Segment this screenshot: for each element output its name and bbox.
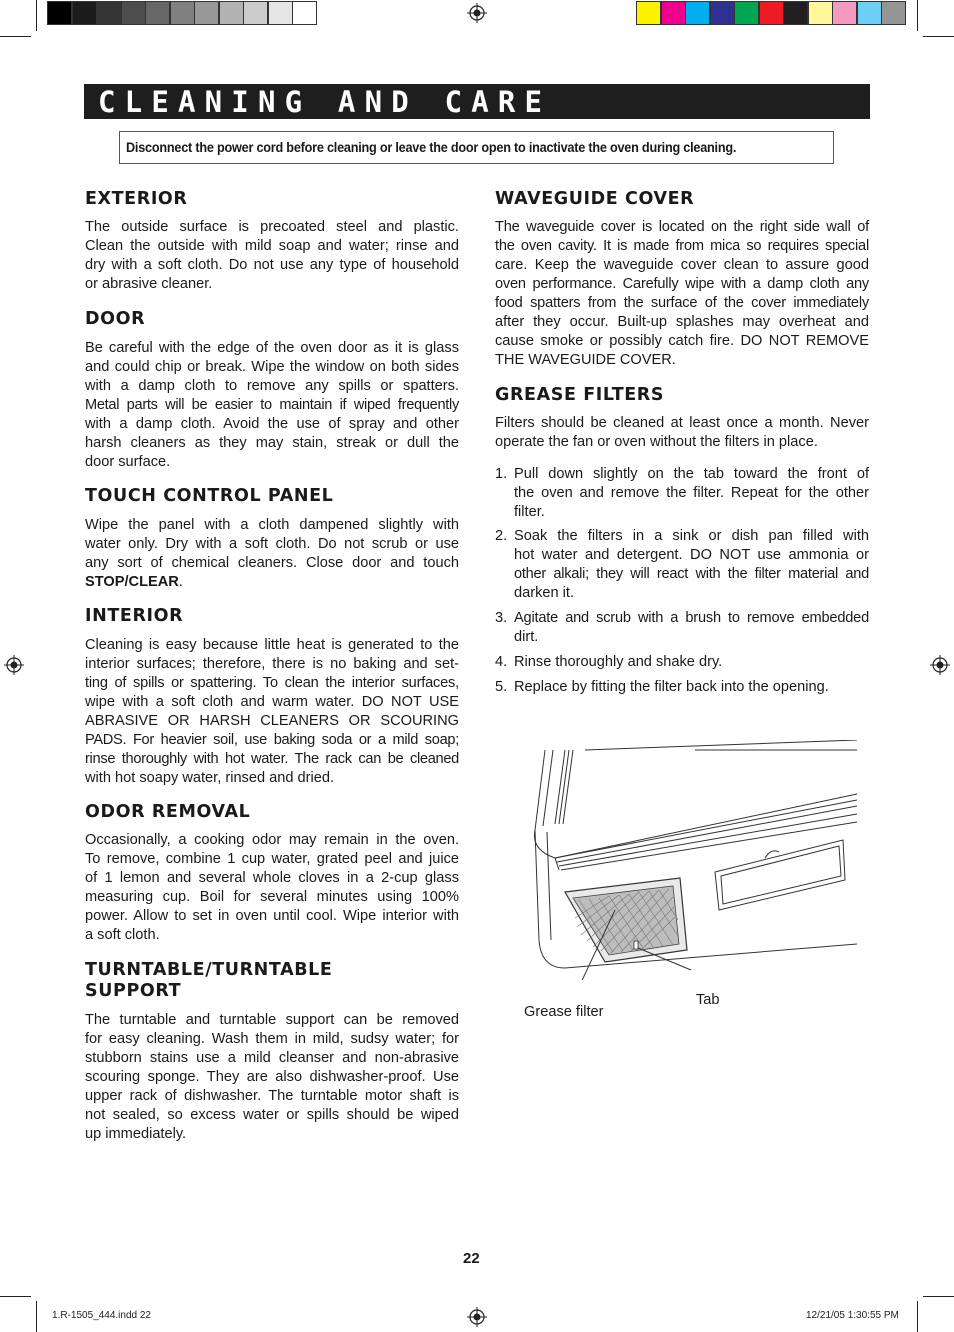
color-swatch [637,2,660,24]
text-line: scouring sponge. They are also dishwasher-proof. Use [85,1069,459,1085]
heading-turntable: TURNTABLE/TURNTABLE SUPPORT [85,960,333,1001]
color-swatch [293,2,316,24]
page-title: CLEANING AND CARE [98,85,552,119]
text-line: for easy cleaning. Wash them in mild, sudsy water; for [85,1031,459,1047]
text-line: Be careful with the edge of the oven door as it is glass [85,340,459,356]
color-swatch [686,2,709,24]
color-swatch [662,2,685,24]
text-line: of 1 lemon and several whole cloves in a 2-cup glass [85,870,459,886]
list-item: 3. Agitate and scrub with a brush to remove embedded dirt. [495,610,869,645]
text-line: THE WAVEGUIDE COVER. [495,352,676,368]
body-exterior [85,218,459,294]
text-line: upper rack of dishwasher. The turntable motor shaft is [85,1088,459,1104]
text-line: power. Allow to set in oven until cool. Wipe interior with [85,908,459,924]
text-line: dry with a soft cloth. Do not use any type of household [85,257,459,273]
color-swatch [171,2,194,24]
text-line: food spatters from the surface of the cover immediately [495,295,869,311]
text-line: the oven cavity. It is made from mica so requires special [495,238,869,254]
text-line: with hot soapy water, rinsed and dried. [85,770,335,786]
body-touch-control-panel [85,516,459,592]
color-swatch [833,2,856,24]
registration-mark-icon [930,655,950,675]
color-swatch [97,2,120,24]
figure-label-grease-filter: Grease filter [524,1004,604,1020]
heading-touch-control-panel: TOUCH CONTROL PANEL [85,486,334,506]
heading-odor-removal: ODOR REMOVAL [85,802,251,822]
text-line: oven performance. Carefully wipe with a damp cloth any [495,276,869,292]
page-number: 22 [463,1250,480,1267]
grease-filter-illustration [495,740,865,980]
text-line: a soft cloth. [85,927,160,943]
text-line: Wipe the panel with a cloth dampened slightly with [85,517,459,533]
text-line: ting of spills or spattering. To clean the interior surfaces, [85,675,459,691]
text-line: The turntable and turntable support can be removed [85,1012,459,1028]
color-swatch [73,2,96,24]
text-line: and could chip or break. Wipe the window on both sides [85,359,459,375]
color-swatch [784,2,807,24]
text-line: To remove, combine 1 cup water, grated peel and juice [85,851,459,867]
text-line: door surface. [85,454,171,470]
heading-grease-filters: GREASE FILTERS [495,385,665,405]
text-line: up immediately. [85,1126,187,1142]
heading-exterior: EXTERIOR [85,189,188,209]
color-swatch [760,2,783,24]
text-line: after they occur. Built-up splashes may overheat and [495,314,869,330]
body-interior [85,636,459,788]
registration-mark-icon [467,3,487,23]
text-line: care. Keep the waveguide cover clean to assure good [495,257,869,273]
text-line: The waveguide cover is located on the right side wall of [495,219,869,235]
registration-mark-icon [467,1307,487,1327]
text-line: stubborn stains use a mild cleanser and non-abrasive [85,1050,459,1066]
text-line: operate the fan or oven without the filters in place. [495,434,818,450]
text-line: Clean the outside with mild soap and water; rinse and [85,238,459,254]
text-line: measuring cup. Boil for several minutes using 100% [85,889,459,905]
text-line: cause smoke or possibly catch fire. DO NOT REMOVE [495,333,869,349]
heading-waveguide-cover: WAVEGUIDE COVER [495,189,695,209]
body-waveguide-cover [495,218,869,370]
text-line: with a damp cloth. Avoid the use of spray and other [85,416,459,432]
list-item: 5. Replace by fitting the filter back into the opening. [495,679,829,695]
footer-timestamp: 12/21/05 1:30:55 PM [806,1310,899,1321]
text-line: Cleaning is easy because little heat is generated to the [85,637,459,653]
text-line: or abrasive cleaner. [85,276,213,292]
text-line: Occasionally, a cooking odor may remain in the oven. [85,832,459,848]
heading-door: DOOR [85,309,146,329]
text-line: interior surfaces; therefore, there is no baking and set- [85,656,459,672]
text-line: The outside surface is precoated steel and plastic. [85,219,459,235]
color-swatch [711,2,734,24]
text-line: wipe with a soft cloth and warm water. DO NOT USE [85,694,459,710]
body-door [85,339,459,472]
color-swatch [735,2,758,24]
body-turntable [85,1011,459,1144]
color-swatch [122,2,145,24]
text-line: ABRASIVE OR HARSH CLEANERS OR SCOURING [85,713,459,729]
heading-interior: INTERIOR [85,606,184,626]
color-swatch [220,2,243,24]
body-grease-filters [495,414,869,452]
color-swatch [146,2,169,24]
text-line: Filters should be cleaned at least once a month. Never [495,415,869,431]
color-swatch [809,2,832,24]
text-line: any sort of chemical cleaners. Close door and touch [85,555,459,571]
color-swatch [882,2,905,24]
figure-label-tab: Tab [696,992,720,1008]
color-swatch [244,2,267,24]
color-swatch [269,2,292,24]
color-swatch [195,2,218,24]
warning-text: Disconnect the power cord before cleaning or leave the door open to inactivate the oven during cleaning. [126,140,737,155]
text-line: harsh cleaners as they may stain, streak or dull the [85,435,459,451]
text-line: PADS. For heavier soil, use baking soda or a mild soap; [85,732,459,748]
body-odor-removal [85,831,459,945]
text-line: STOP/CLEAR. [85,574,183,590]
list-item: 4. Rinse thoroughly and shake dry. [495,654,723,670]
color-swatch [48,2,71,24]
text-line: rinse thoroughly with hot water. The rack can be cleaned [85,751,459,767]
list-item: 2. Soak the filters in a sink or dish pan filled with hot water and detergent. DO NOT use ammonia or other alkali; they will react with the filter material and darken it. [495,528,869,601]
text-line: not sealed, so excess water or spills should be wiped [85,1107,459,1123]
text-line: water only. Dry with a soft cloth. Do not scrub or use [85,536,459,552]
text-line: with a damp cloth to remove any spills or spatters. [85,378,459,394]
registration-mark-icon [4,655,24,675]
footer-file-name: 1.R-1505_444.indd 22 [52,1310,151,1321]
list-item: 1. Pull down slightly on the tab toward the front of the oven and remove the filter. Repeat for the other filter. [495,466,869,520]
color-swatch [858,2,881,24]
stop-clear-key-text: STOP/CLEAR [85,574,179,590]
text-line: Metal parts will be easier to maintain if wiped frequently [85,397,459,413]
